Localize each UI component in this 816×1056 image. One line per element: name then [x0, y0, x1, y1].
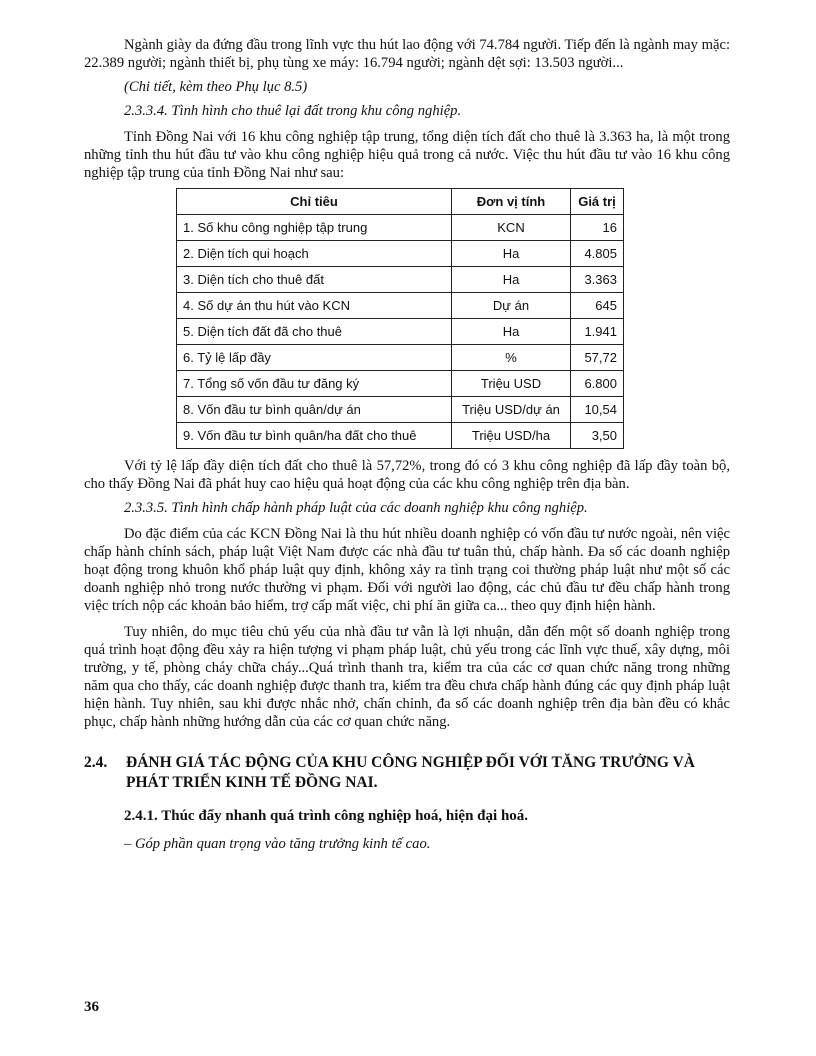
value-cell: 3.363 [571, 267, 624, 293]
table-row [177, 293, 624, 319]
value-cell: 16 [571, 215, 624, 241]
table-row [177, 267, 624, 293]
table-row [177, 423, 624, 449]
indicator-cell: 7. Tổng số vốn đầu tư đăng ký [177, 371, 452, 397]
header-value: Giá trị [571, 189, 624, 215]
unit-cell: Triệu USD/dự án [452, 397, 571, 423]
appendix-note: (Chi tiết, kèm theo Phụ lục 8.5) [124, 79, 308, 95]
paragraph-occupancy: Với tỷ lệ lấp đầy diện tích đất cho thuê là 57,72%, trong đó có 3 khu công nghiệp đã lấp đầy toàn bộ, cho thấy Đồng Nai đã phát huy cao hiệu quả hoạt động của các khu công nghiệp trên địa bàn. [84, 458, 730, 492]
indicator-cell: 2. Diện tích qui hoạch [177, 241, 452, 267]
indicator-cell: 3. Diện tích cho thuê đất [177, 267, 452, 293]
indicator-cell: 8. Vốn đầu tư bình quân/dự án [177, 397, 452, 423]
section-title: ĐÁNH GIÁ TÁC ĐỘNG CỦA KHU CÔNG NGHIỆP ĐỐI VỚI TĂNG TRƯỞNG VÀ PHÁT TRIỂN KINH TẾ ĐỒNG NAI. [126, 754, 695, 791]
table-row [177, 345, 624, 371]
table-header-row [177, 189, 624, 215]
unit-cell: Triệu USD [452, 371, 571, 397]
indicator-cell: 4. Số dự án thu hút vào KCN [177, 293, 452, 319]
subsection-heading: 2.4.1. Thúc đẩy nhanh quá trình công nghiệp hoá, hiện đại hoá. [124, 808, 529, 824]
document-page [84, 36, 730, 853]
indicator-cell: 9. Vốn đầu tư bình quân/ha đất cho thuê [177, 423, 452, 449]
section-heading [84, 753, 730, 793]
unit-cell: Triệu USD/ha [452, 423, 571, 449]
header-indicator: Chỉ tiêu [177, 189, 452, 215]
table-row [177, 371, 624, 397]
section-number: 2.4. [84, 754, 108, 771]
unit-cell: Ha [452, 319, 571, 345]
value-cell: 6.800 [571, 371, 624, 397]
header-unit: Đơn vị tính [452, 189, 571, 215]
indicator-cell: 1. Số khu công nghiệp tập trung [177, 215, 452, 241]
paragraph-violations: Tuy nhiên, do mục tiêu chủ yếu của nhà đầu tư vẫn là lợi nhuận, dẫn đến một số doanh nghiệp trong quá trình hoạt động đều xảy ra hiện tượng vi phạm pháp luật, chủ yếu trong các lĩnh vực thuế, xây dựng, môi trường, y tế, phòng cháy chữa cháy...Quá trình thanh tra, kiểm tra của các cơ quan chức năng trong những năm qua cho thấy, các doanh nghiệp được thanh tra, kiểm tra đều chưa chấp hành đúng các quy định pháp luật hiện hành. Tuy nhiên, sau khi được nhắc nhở, chấn chỉnh, đa số các doanh nghiệp trên địa bàn đều có khắc phục, chấp hành những hướng dẫn của các cơ quan chức năng. [84, 624, 730, 730]
subheading-land-lease: 2.3.3.4. Tình hình cho thuê lại đất trong khu công nghiệp. [124, 103, 462, 119]
value-cell: 3,50 [571, 423, 624, 449]
table-row [177, 319, 624, 345]
bullet-item: – Góp phần quan trọng vào tăng trưởng kinh tế cao. [124, 836, 431, 852]
unit-cell: KCN [452, 215, 571, 241]
unit-cell: Dự án [452, 293, 571, 319]
unit-cell: % [452, 345, 571, 371]
value-cell: 10,54 [571, 397, 624, 423]
value-cell: 645 [571, 293, 624, 319]
table-row [177, 397, 624, 423]
page-number: 36 [84, 999, 99, 1015]
paragraph-dong-nai: Tỉnh Đồng Nai với 16 khu công nghiệp tập trung, tổng diện tích đất cho thuê là 3.363 ha, là một trong những tỉnh thu hút đầu tư vào khu công nghiệp hiệu quả trong cả nước. Việc thu hút đầu tư vào 16 khu công nghiệp tập trung của tỉnh Đồng Nai như sau: [84, 129, 730, 181]
value-cell: 1.941 [571, 319, 624, 345]
paragraph-labor: Ngành giày da đứng đầu trong lĩnh vực thu hút lao động với 74.784 người. Tiếp đến là ngành may mặc: 22.389 người; ngành thiết bị, phụ tùng xe máy: 16.794 người; ngành dệt sợi: 13.503 người... [84, 37, 730, 71]
table-body [177, 215, 624, 449]
table-row [177, 215, 624, 241]
industrial-zone-table [176, 188, 624, 449]
paragraph-compliance: Do đặc điểm của các KCN Đồng Nai là thu hút nhiều doanh nghiệp có vốn đầu tư nước ngoài, nên việc chấp hành chính sách, pháp luật Việt Nam được các nhà đầu tư tuân thủ, chấp hành. Đa số các doanh nghiệp hoạt động trong khuôn khổ pháp luật quy định, không xảy ra tình trạng coi thường pháp luật như một số các doanh nghiệp nhỏ trong nước thường vi phạm. Đối với người lao động, các chủ đầu tư đều chấp hành trong việc trích nộp các khoản bảo hiểm, trợ cấp mất việc, chi phí ăn giữa ca... theo quy định hiện hành. [84, 526, 730, 614]
indicator-cell: 6. Tỷ lệ lấp đầy [177, 345, 452, 371]
value-cell: 4.805 [571, 241, 624, 267]
table-row [177, 241, 624, 267]
indicator-cell: 5. Diện tích đất đã cho thuê [177, 319, 452, 345]
value-cell: 57,72 [571, 345, 624, 371]
unit-cell: Ha [452, 267, 571, 293]
subheading-law-compliance: 2.3.3.5. Tình hình chấp hành pháp luật của các doanh nghiệp khu công nghiệp. [124, 500, 588, 516]
unit-cell: Ha [452, 241, 571, 267]
